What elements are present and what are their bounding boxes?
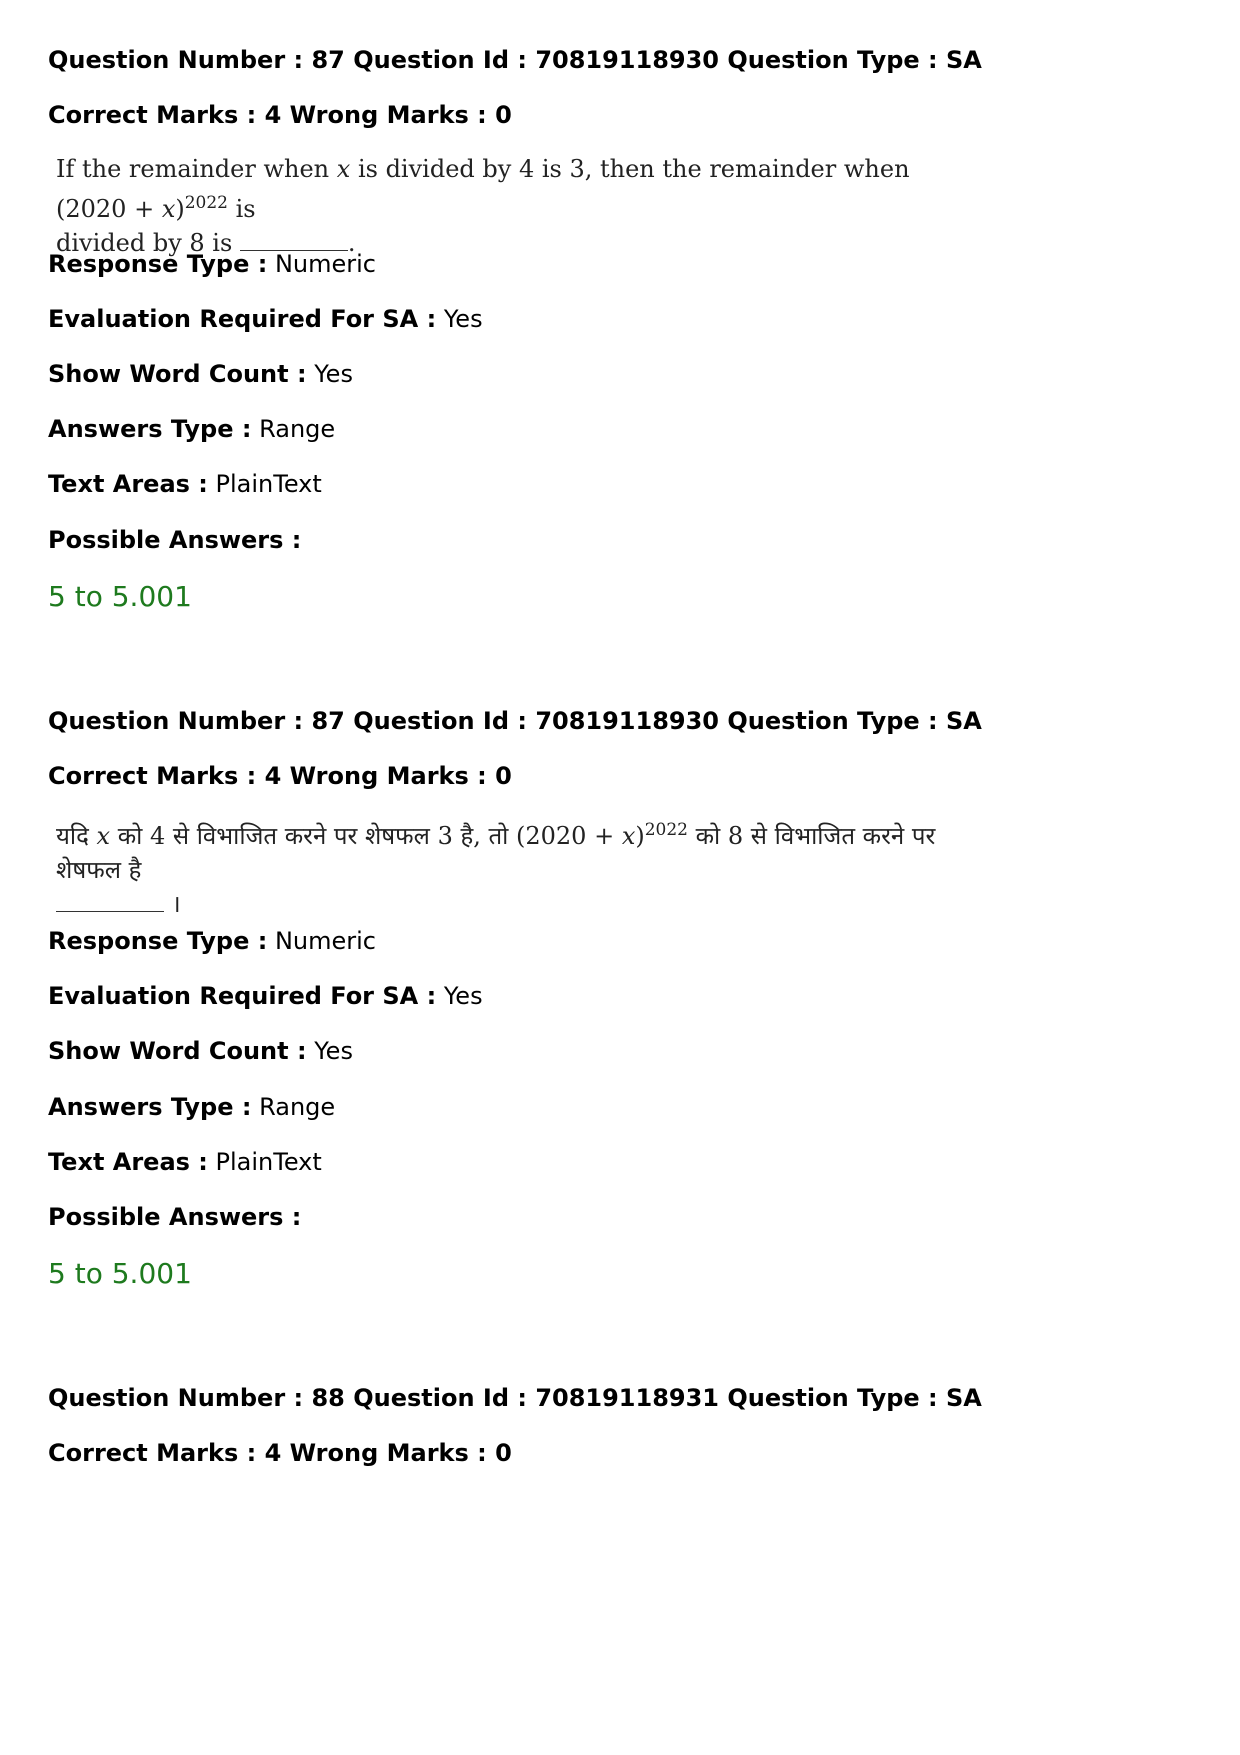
field-possible-answers: Possible Answers :	[48, 526, 302, 554]
field-show-word-count: Show Word Count : Yes	[48, 360, 353, 388]
marks-line: Correct Marks : 4 Wrong Marks : 0	[48, 101, 512, 129]
field-answers-type: Answers Type : Range	[48, 415, 336, 443]
question-header: Question Number : 87 Question Id : 70819118930 Question Type : SA	[48, 46, 982, 74]
answer-blank	[56, 893, 164, 912]
possible-answer: 5 to 5.001	[48, 1257, 192, 1290]
question-text: If the remainder when x is divided by 4 is 3, then the remainder when $(2020 + x)^{2022}$ is	[56, 155, 910, 223]
field-text-areas: Text Areas : PlainText	[48, 470, 322, 498]
field-response-type: Response Type : Numeric	[48, 250, 376, 278]
question-header: Question Number : 88 Question Id : 70819118931 Question Type : SA	[48, 1384, 982, 1412]
question-text: यदि x को 4 से विभाजित करने पर शेषफल 3 है, तो $(2020 + x)^{2022}$ को 8 से विभाजित करने पर शेषफल है	[56, 820, 936, 884]
field-text-areas: Text Areas : PlainText	[48, 1148, 322, 1176]
question-header: Question Number : 87 Question Id : 70819118930 Question Type : SA	[48, 707, 982, 735]
field-response-type: Response Type : Numeric	[48, 927, 376, 955]
field-answers-type: Answers Type : Range	[48, 1093, 336, 1121]
question-text-image: If the remainder when x is divided by 4 is 3, then the remainder when $(2020 + x)^{2022}$ is divided by 8 is .	[56, 155, 910, 257]
marks-line: Correct Marks : 4 Wrong Marks : 0	[48, 1439, 512, 1467]
field-evaluation-required: Evaluation Required For SA : Yes	[48, 305, 483, 333]
possible-answer: 5 to 5.001	[48, 580, 192, 613]
marks-line: Correct Marks : 4 Wrong Marks : 0	[48, 762, 512, 790]
field-show-word-count: Show Word Count : Yes	[48, 1037, 353, 1065]
field-evaluation-required: Evaluation Required For SA : Yes	[48, 982, 483, 1010]
question-text-image: यदि x को 4 से विभाजित करने पर शेषफल 3 है, तो $(2020 + x)^{2022}$ को 8 से विभाजित करने पर शेषफल है ।	[56, 820, 936, 918]
field-possible-answers: Possible Answers :	[48, 1203, 302, 1231]
